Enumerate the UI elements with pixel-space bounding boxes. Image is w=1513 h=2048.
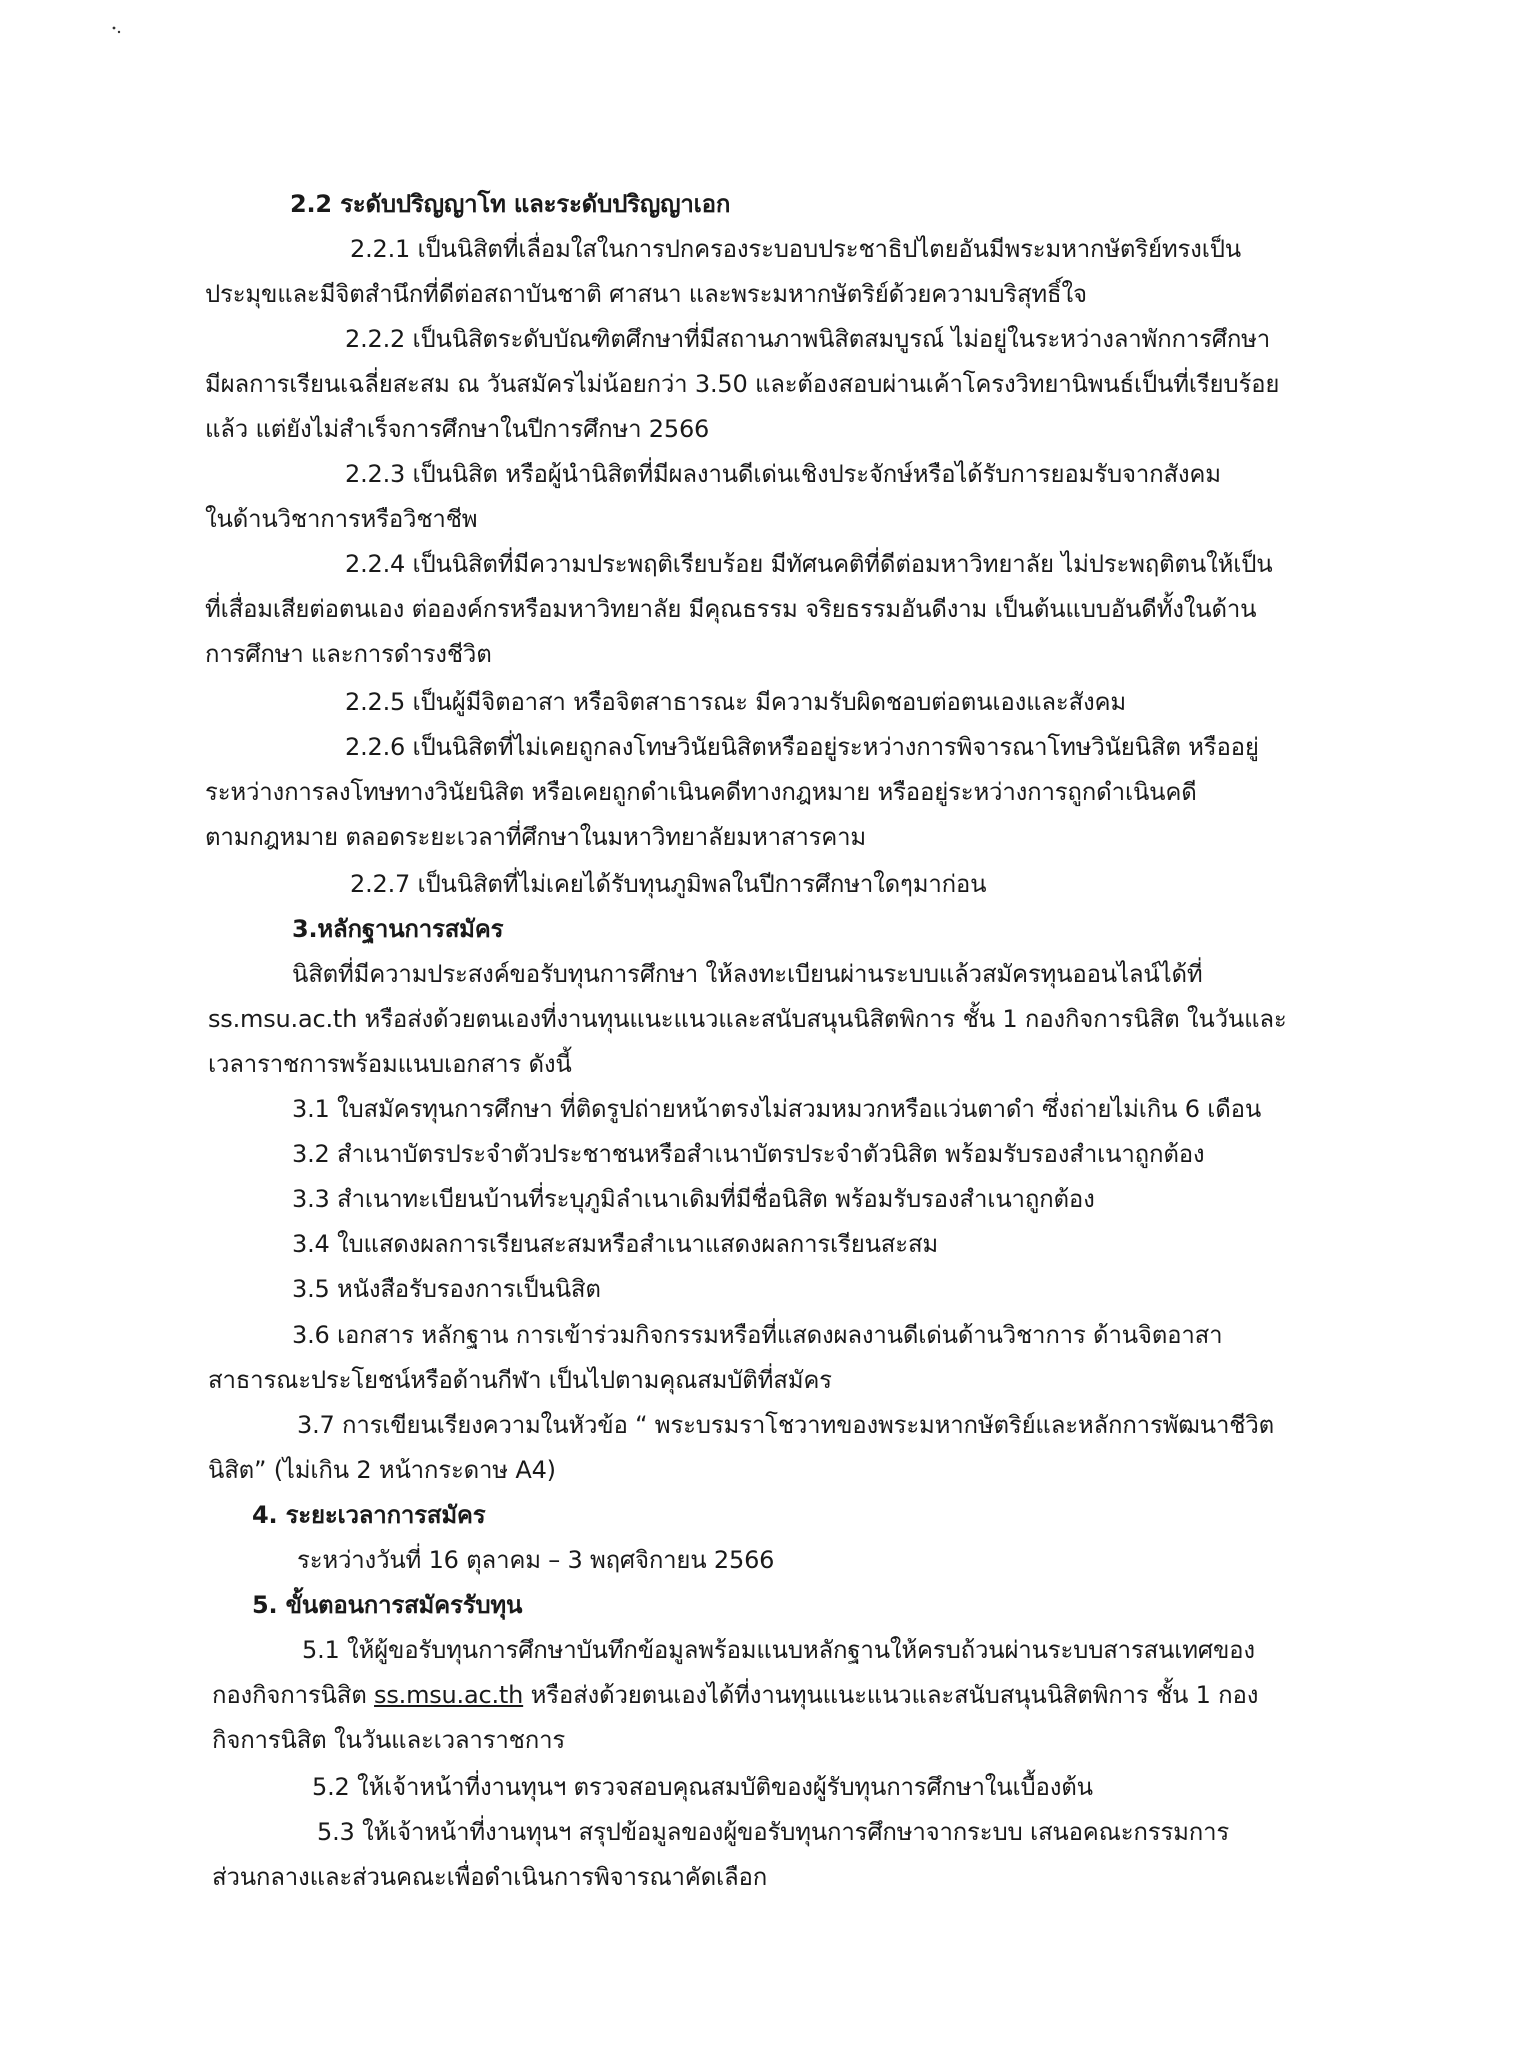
section-2-2-heading: 2.2 ระดับปริญญาโท และระดับปริญญาเอก [290,190,731,218]
scan-speck [112,26,122,36]
item-3-6-line-1: 3.6 เอกสาร หลักฐาน การเข้าร่วมกิจกรรมหรือที่แสดงผลงานดีเด่นด้านวิชาการ ด้านจิตอาสา [292,1321,1223,1349]
item-3-5: 3.5 หนังสือรับรองการเป็นนิสิต [292,1275,601,1303]
item-3-7-line-2: นิสิต” (ไม่เกิน 2 หน้ากระดาษ A4) [208,1456,556,1484]
ss-msu-link[interactable]: ss.msu.ac.th [374,1681,524,1709]
item-3-1: 3.1 ใบสมัครทุนการศึกษา ที่ติดรูปถ่ายหน้าตรงไม่สวมหมวกหรือแว่นตาดำ ซึ่งถ่ายไม่เกิน 6 เดือน [292,1095,1262,1123]
item-2-2-3-line-2: ในด้านวิชาการหรือวิชาชีพ [205,505,478,533]
section-4-heading: 4. ระยะเวลาการสมัคร [252,1501,486,1529]
item-2-2-4-line-2: ที่เสื่อมเสียต่อตนเอง ต่อองค์กรหรือมหาวิทยาลัย มีคุณธรรม จริยธรรมอันดีงาม เป็นต้นแบบอันดีทั้งในด้าน [205,595,1257,623]
section-3-heading: 3.หลักฐานการสมัคร [292,915,504,943]
item-5-2: 5.2 ให้เจ้าหน้าที่งานทุนฯ ตรวจสอบคุณสมบัติของผู้รับทุนการศึกษาในเบื้องต้น [312,1773,1093,1801]
section-3-intro-line-3: เวลาราชการพร้อมแนบเอกสาร ดังนี้ [208,1050,572,1078]
item-3-2: 3.2 สำเนาบัตรประจำตัวประชาชนหรือสำเนาบัตรประจำตัวนิสิต พร้อมรับรองสำเนาถูกต้อง [292,1140,1205,1168]
section-5-heading: 5. ขั้นตอนการสมัครรับทุน [252,1591,523,1619]
item-2-2-1-line-2: ประมุขและมีจิตสำนึกที่ดีต่อสถาบันชาติ ศาสนา และพระมหากษัตริย์ด้วยความบริสุทธิ์ใจ [205,280,1087,308]
item-3-6-line-2: สาธารณะประโยชน์หรือด้านกีฬา เป็นไปตามคุณสมบัติที่สมัคร [208,1366,832,1394]
item-3-7-line-1: 3.7 การเขียนเรียงความในหัวข้อ “ พระบรมราโชวาทของพระมหากษัตริย์และหลักการพัฒนาชีวิต [297,1411,1274,1439]
section-3-intro-line-1: นิสิตที่มีความประสงค์ขอรับทุนการศึกษา ให้ลงทะเบียนผ่านระบบแล้วสมัครทุนออนไลน์ได้ที่ [292,960,1203,988]
item-5-3-line-1: 5.3 ให้เจ้าหน้าที่งานทุนฯ สรุปข้อมูลของผู้ขอรับทุนการศึกษาจากระบบ เสนอคณะกรรมการ [317,1818,1230,1846]
item-3-3: 3.3 สำเนาทะเบียนบ้านที่ระบุภูมิลำเนาเดิมที่มีชื่อนิสิต พร้อมรับรองสำเนาถูกต้อง [292,1185,1095,1213]
item-2-2-6-line-1: 2.2.6 เป็นนิสิตที่ไม่เคยถูกลงโทษวินัยนิสิตหรืออยู่ระหว่างการพิจารณาโทษวินัยนิสิต หรืออยู่ [345,733,1259,761]
item-2-2-6-line-2: ระหว่างการลงโทษทางวินัยนิสิต หรือเคยถูกดำเนินคดีทางกฎหมาย หรืออยู่ระหว่างการถูกดำเนินคดี [205,778,1197,806]
section-4-text: ระหว่างวันที่ 16 ตุลาคม – 3 พฤศจิกายน 2566 [297,1546,775,1574]
item-5-1-line-2 [212,1678,1258,1712]
item-2-2-7-line-1: 2.2.7 เป็นนิสิตที่ไม่เคยได้รับทุนภูมิพลในปีการศึกษาใดๆมาก่อน [350,870,987,898]
item-5-1-line-3: กิจการนิสิต ในวันและเวลาราชการ [212,1726,566,1754]
item-2-2-2-line-2: มีผลการเรียนเฉลี่ยสะสม ณ วันสมัครไม่น้อยกว่า 3.50 และต้องสอบผ่านเค้าโครงวิทยานิพนธ์เป็นที่เรียบร้อย [205,370,1280,398]
item-5-1-line-1: 5.1 ให้ผู้ขอรับทุนการศึกษาบันทึกข้อมูลพร้อมแนบหลักฐานให้ครบถ้วนผ่านระบบสารสนเทศของ [302,1636,1255,1664]
item-5-3-line-2: ส่วนกลางและส่วนคณะเพื่อดำเนินการพิจารณาคัดเลือก [212,1863,768,1891]
item-2-2-4-line-3: การศึกษา และการดำรงชีวิต [205,640,492,668]
item-2-2-2-line-3: แล้ว แต่ยังไม่สำเร็จการศึกษาในปีการศึกษา 2566 [205,415,710,443]
item-2-2-5-line-1: 2.2.5 เป็นผู้มีจิตอาสา หรือจิตสาธารณะ มีความรับผิดชอบต่อตนเองและสังคม [345,688,1127,716]
item-2-2-4-line-1: 2.2.4 เป็นนิสิตที่มีความประพฤติเรียบร้อย มีทัศนคติที่ดีต่อมหาวิทยาลัย ไม่ประพฤติตนให้เป็น [345,550,1273,578]
item-2-2-2-line-1: 2.2.2 เป็นนิสิตระดับบัณฑิตศึกษาที่มีสถานภาพนิสิตสมบูรณ์ ไม่อยู่ในระหว่างลาพักการศึกษา [345,325,1271,353]
item-2-2-1-line-1: 2.2.1 เป็นนิสิตที่เลื่อมใสในการปกครองระบอบประชาธิปไตยอันมีพระมหากษัตริย์ทรงเป็น [350,235,1241,263]
item-2-2-3-line-1: 2.2.3 เป็นนิสิต หรือผู้นำนิสิตที่มีผลงานดีเด่นเชิงประจักษ์หรือได้รับการยอมรับจากสังคม [345,460,1221,488]
item-5-1-line-2-suffix: หรือส่งด้วยตนเองได้ที่งานทุนแนะแนวและสนับสนุนนิสิตพิการ ชั้น 1 กอง [523,1681,1259,1709]
item-5-1-line-2-prefix: กองกิจการนิสิต [212,1681,375,1709]
section-3-intro-line-2: ss.msu.ac.th หรือส่งด้วยตนเองที่งานทุนแนะแนวและสนับสนุนนิสิตพิการ ชั้น 1 กองกิจการนิสิต ในวันและ [208,1005,1287,1033]
item-3-4: 3.4 ใบแสดงผลการเรียนสะสมหรือสำเนาแสดงผลการเรียนสะสม [292,1230,939,1258]
item-2-2-6-line-3: ตามกฎหมาย ตลอดระยะเวลาที่ศึกษาในมหาวิทยาลัยมหาสารคาม [205,823,867,851]
